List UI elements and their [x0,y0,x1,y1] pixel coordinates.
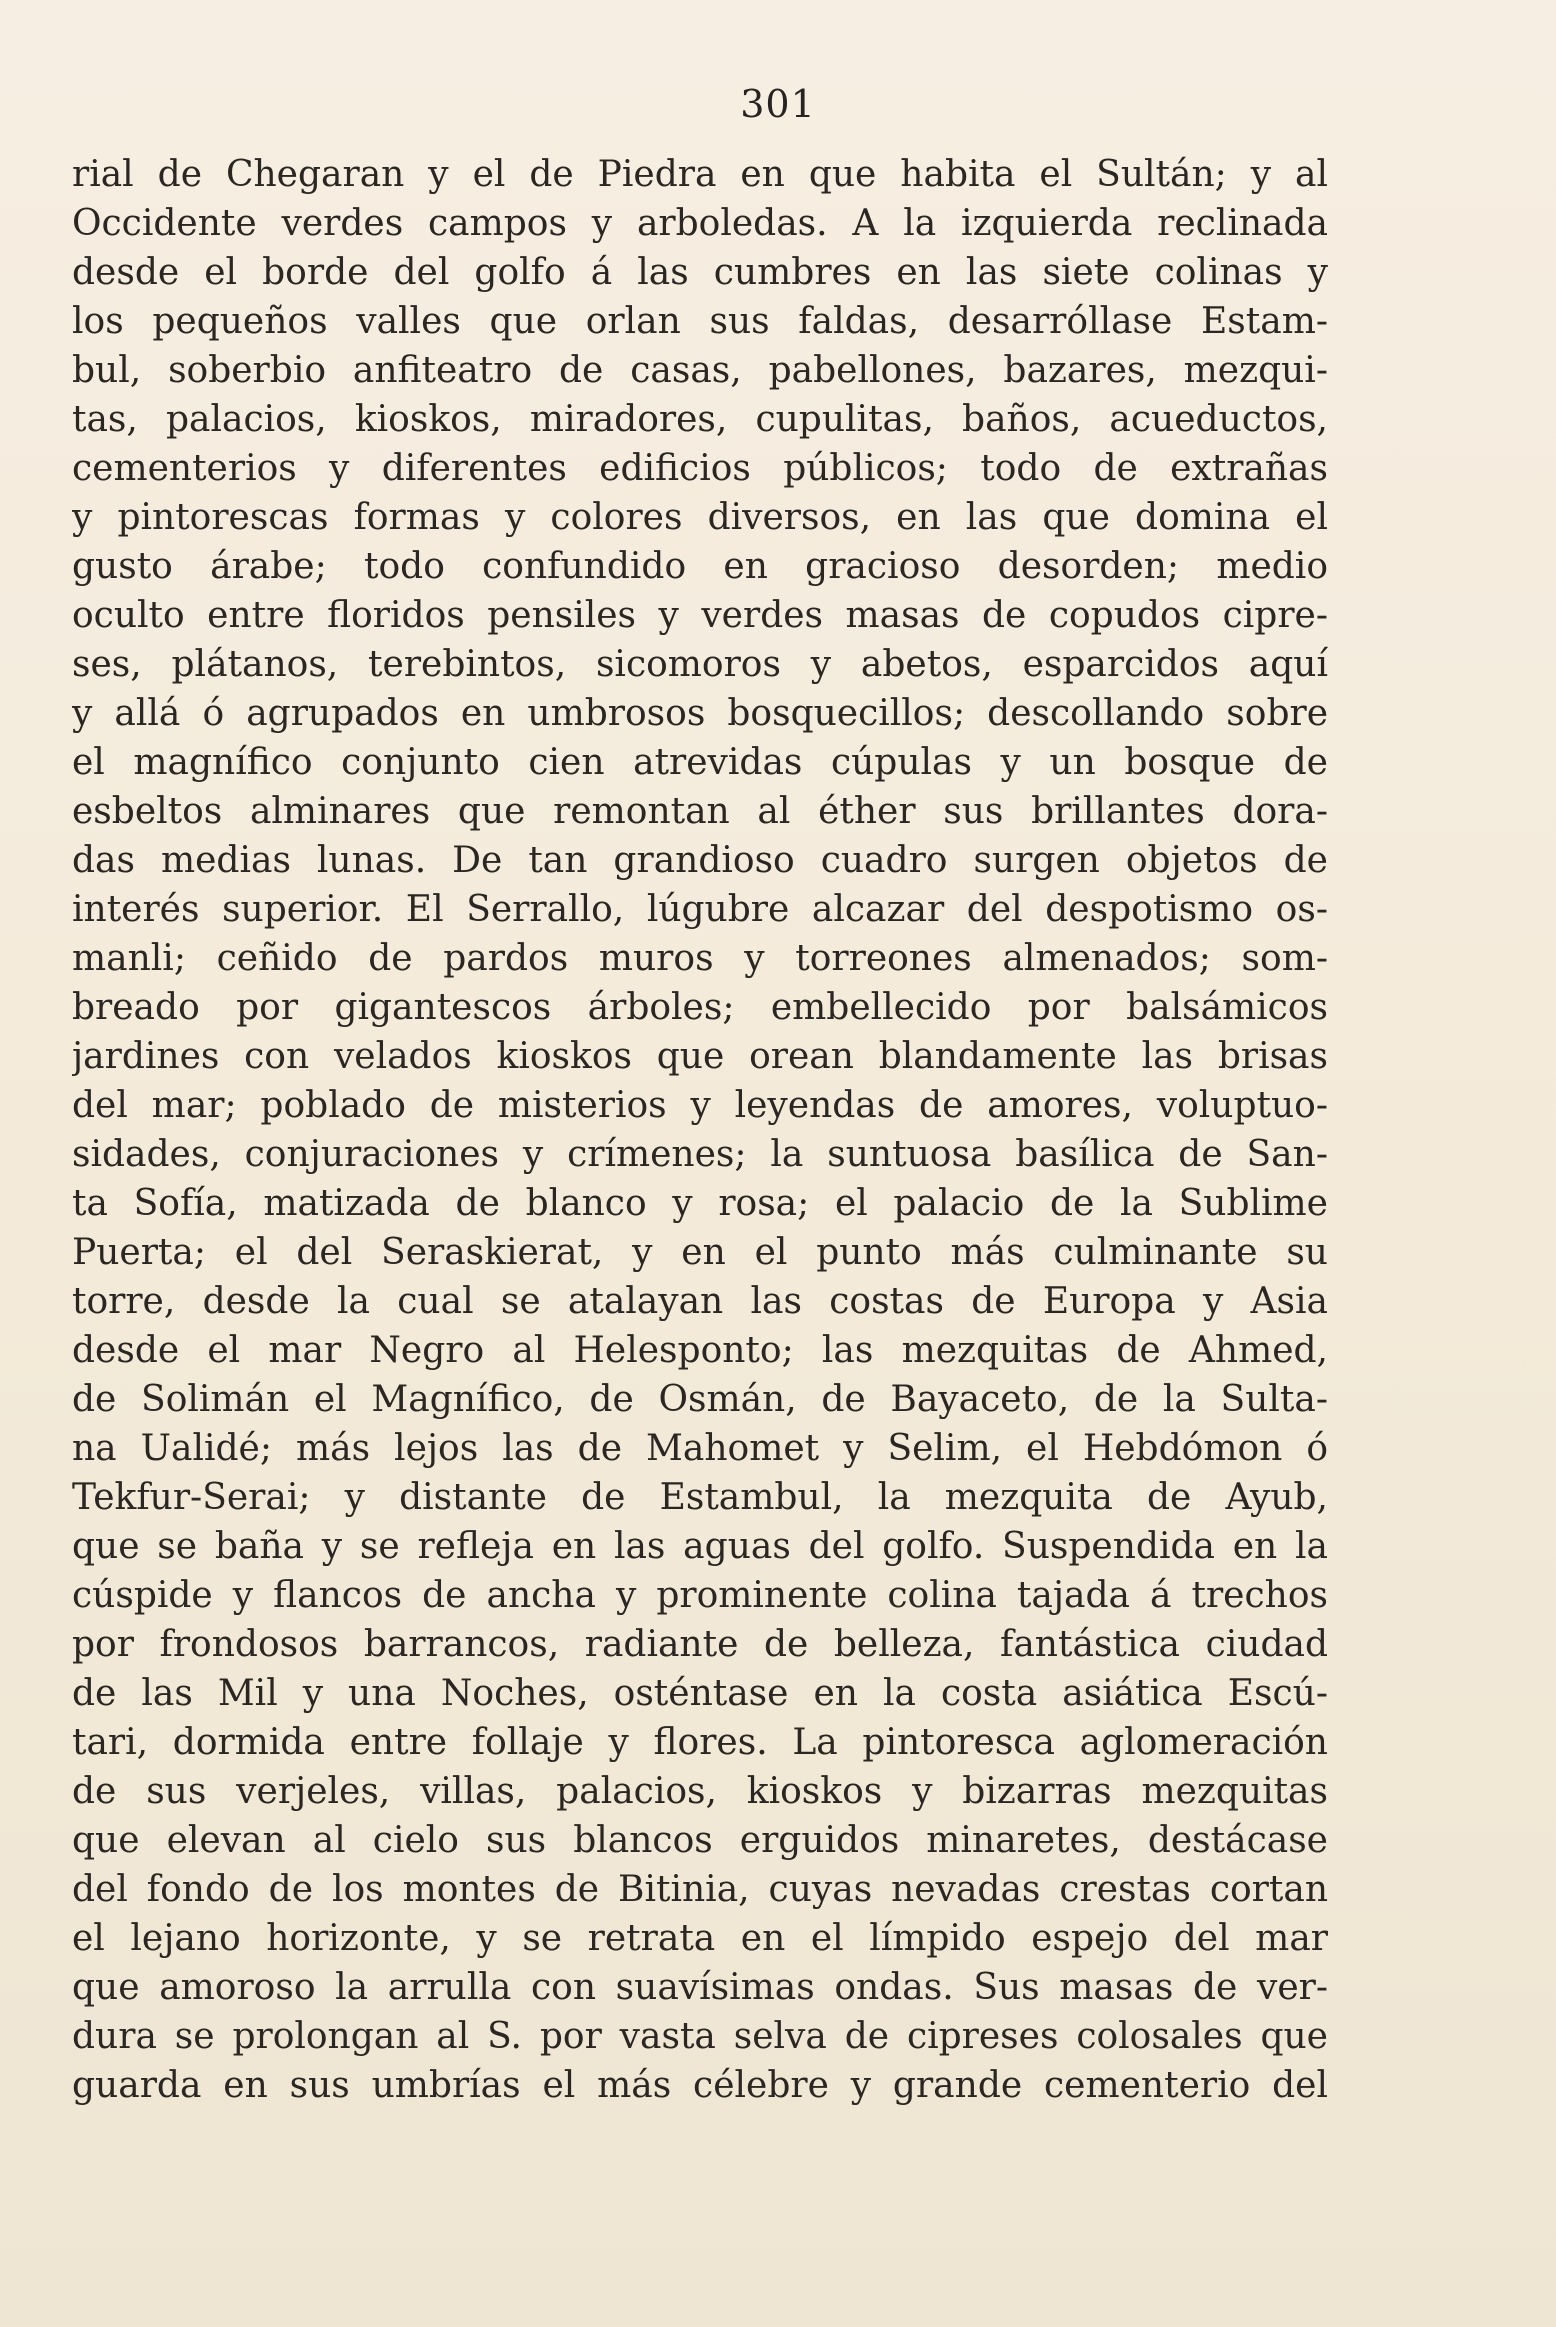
body-text [72,150,1328,2110]
text-line: desde el mar Negro al Helesponto; las mezquitas de Ahmed, [72,1330,1328,1371]
text-line: cúspide y flancos de ancha y prominente colina tajada á trechos [72,1575,1328,1616]
text-line: interés superior. El Serrallo, lúgubre alcazar del despotismo os- [72,889,1328,930]
text-line: y allá ó agrupados en umbrosos bosquecillos; descollando sobre [72,693,1328,734]
page-number: 301 [740,82,816,126]
text-line: gusto árabe; todo confundido en gracioso desorden; medio [72,546,1328,587]
text-line: del fondo de los montes de Bitinia, cuyas nevadas crestas cortan [72,1869,1328,1910]
text-line: cementerios y diferentes edificios públicos; todo de extrañas [72,448,1328,489]
text-line: dura se prolongan al S. por vasta selva de cipreses colosales que [72,2016,1328,2057]
text-line: de Solimán el Magnífico, de Osmán, de Bayaceto, de la Sulta- [72,1379,1328,1420]
text-line: tas, palacios, kioskos, miradores, cupulitas, baños, acueductos, [72,399,1328,440]
text-line: bul, soberbio anfiteatro de casas, pabellones, bazares, mezqui- [72,350,1328,391]
text-line: los pequeños valles que orlan sus faldas, desarróllase Estam- [72,301,1328,342]
text-line: jardines con velados kioskos que orean blandamente las brisas [72,1036,1328,1077]
text-line: de sus verjeles, villas, palacios, kioskos y bizarras mezquitas [72,1771,1328,1812]
text-line: guarda en sus umbrías el más célebre y grande cementerio del [72,2065,1328,2106]
text-line: sidades, conjuraciones y crímenes; la suntuosa basílica de San- [72,1134,1328,1175]
text-line: el magnífico conjunto cien atrevidas cúpulas y un bosque de [72,742,1328,783]
text-line: que se baña y se refleja en las aguas del golfo. Suspendida en la [72,1526,1328,1567]
text-line: de las Mil y una Noches, osténtase en la costa asiática Escú- [72,1673,1328,1714]
text-line: na Ualidé; más lejos las de Mahomet y Selim, el Hebdómon ó [72,1428,1328,1469]
text-line: tari, dormida entre follaje y flores. La pintoresca aglomeración [72,1722,1328,1763]
text-line: torre, desde la cual se atalayan las costas de Europa y Asia [72,1281,1328,1322]
text-line: oculto entre floridos pensiles y verdes masas de copudos cipre- [72,595,1328,636]
text-line: esbeltos alminares que remontan al éther sus brillantes dora- [72,791,1328,832]
text-line: manli; ceñido de pardos muros y torreones almenados; som- [72,938,1328,979]
text-line: rial de Chegaran y el de Piedra en que habita el Sultán; y al [72,154,1328,195]
text-line: Puerta; el del Seraskierat, y en el punto más culminante su [72,1232,1328,1273]
text-line: das medias lunas. De tan grandioso cuadro surgen objetos de [72,840,1328,881]
text-line: y pintorescas formas y colores diversos, en las que domina el [72,497,1328,538]
text-line: desde el borde del golfo á las cumbres en las siete colinas y [72,252,1328,293]
text-line: ta Sofía, matizada de blanco y rosa; el palacio de la Sublime [72,1183,1328,1224]
text-line: que amoroso la arrulla con suavísimas ondas. Sus masas de ver- [72,1967,1328,2008]
text-line: Tekfur-Serai; y distante de Estambul, la mezquita de Ayub, [72,1477,1328,1518]
text-line: ses, plátanos, terebintos, sicomoros y abetos, esparcidos aquí [72,644,1328,685]
text-line: que elevan al cielo sus blancos erguidos minaretes, destácase [72,1820,1328,1861]
text-line: del mar; poblado de misterios y leyendas de amores, voluptuo- [72,1085,1328,1126]
text-line: breado por gigantescos árboles; embellecido por balsámicos [72,987,1328,1028]
text-line: Occidente verdes campos y arboledas. A la izquierda reclinada [72,203,1328,244]
text-line: el lejano horizonte, y se retrata en el límpido espejo del mar [72,1918,1328,1959]
text-line: por frondosos barrancos, radiante de belleza, fantástica ciudad [72,1624,1328,1665]
